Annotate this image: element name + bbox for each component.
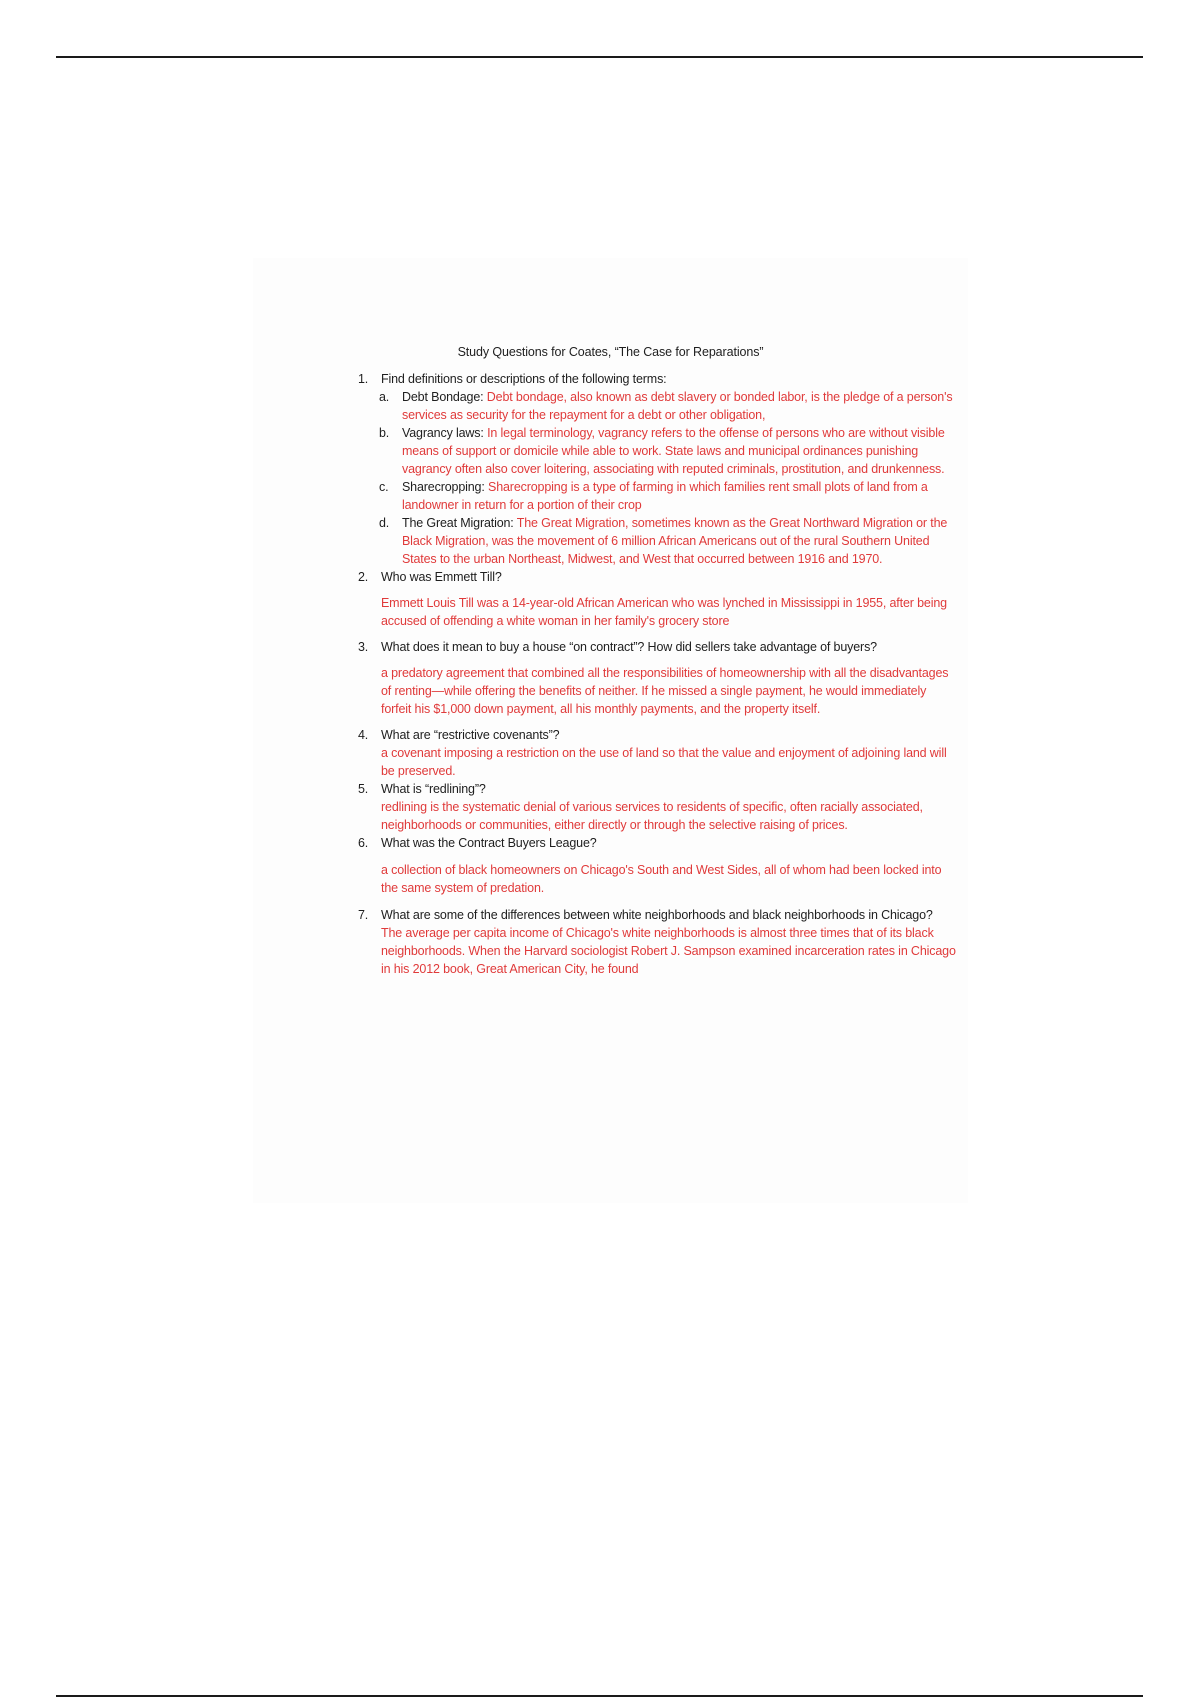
answer-7: The average per capita income of Chicago's white neighborhoods is almost three times that of its black neighborhoods. When the Harvard sociologist Robert J. Sampson examined incarceration rates in Chicago in his 2012 book, Great American City, he found	[381, 926, 956, 976]
bottom-rule	[56, 1695, 1143, 1697]
item-letter: c.	[379, 480, 389, 494]
question-number: 1.	[358, 372, 369, 386]
question-number: 3.	[358, 640, 369, 654]
question-number: 5.	[358, 782, 369, 796]
question-2	[358, 568, 958, 586]
term-answer: Sharecropping is a type of farming in which families rent small plots of land from a landowner in return for a portion of their crop	[402, 480, 928, 512]
answer-6: a collection of black homeowners on Chicago's South and West Sides, all of whom had been locked into the same system of predation.	[381, 863, 942, 895]
question-number: 4.	[358, 728, 369, 742]
term-label: Sharecropping:	[402, 480, 489, 494]
term-item-vagrancy-laws	[358, 424, 958, 478]
term-item-debt-bondage	[358, 388, 958, 424]
question-3	[358, 638, 958, 656]
answer-3: a predatory agreement that combined all the responsibilities of homeownership with all the disadvantages of renting—while offering the benefits of neither. If he missed a single payment, he would immediately forfeit his $1,000 down payment, all his monthly payments, and the property itself.	[381, 666, 949, 716]
item-letter: b.	[379, 426, 390, 440]
document-page	[253, 258, 968, 1203]
item-letter: a.	[379, 390, 390, 404]
question-4	[358, 726, 958, 744]
item-letter: d.	[379, 516, 390, 530]
question-text: Find definitions or descriptions of the following terms:	[381, 372, 667, 386]
answer-4: a covenant imposing a restriction on the use of land so that the value and enjoyment of adjoining land will be preserved.	[381, 746, 947, 778]
answer-2: Emmett Louis Till was a 14-year-old African American who was lynched in Mississippi in 1955, after being accused of offending a white woman in her family's grocery store	[381, 596, 947, 628]
question-1	[358, 370, 958, 388]
term-item-sharecropping	[358, 478, 958, 514]
question-text: Who was Emmett Till?	[381, 570, 502, 584]
question-text: What does it mean to buy a house “on contract”? How did sellers take advantage of buyers?	[381, 640, 877, 654]
term-answer: Debt bondage, also known as debt slavery or bonded labor, is the pledge of a person's services as security for the repayment for a debt or other obligation,	[402, 390, 953, 422]
term-answer: The Great Migration, sometimes known as the Great Northward Migration or the Black Migration, was the movement of 6 million African Americans out of the rural Southern United States to the urban Northeast, Midwest, and West that occurred between 1916 and 1970.	[402, 516, 948, 566]
question-text: What are some of the differences between white neighborhoods and black neighborhoods in Chicago?	[381, 908, 933, 922]
question-number: 7.	[358, 908, 369, 922]
term-label: Debt Bondage:	[402, 390, 487, 404]
question-list	[358, 370, 958, 978]
question-5	[358, 780, 958, 798]
term-label: Vagrancy laws:	[402, 426, 488, 440]
answer-5: redlining is the systematic denial of various services to residents of specific, often racially associated, neighborhoods or communities, either directly or through the selective raising of prices.	[381, 800, 923, 832]
top-rule	[56, 56, 1143, 58]
term-answer: In legal terminology, vagrancy refers to the offense of persons who are without visible means of support or domicile while able to work. State laws and municipal ordinances punishing vagrancy often also cover loitering, associating with reputed criminals, prostitution, and drunkenness.	[402, 426, 945, 476]
question-number: 6.	[358, 836, 369, 850]
question-text: What are “restrictive covenants”?	[381, 728, 560, 742]
term-item-great-migration	[358, 514, 958, 568]
term-label: The Great Migration:	[402, 516, 517, 530]
page-title: Study Questions for Coates, “The Case for Reparations”	[457, 345, 764, 359]
question-number: 2.	[358, 570, 369, 584]
question-6	[358, 834, 958, 852]
question-text: What was the Contract Buyers League?	[381, 836, 597, 850]
question-text: What is “redlining”?	[381, 782, 486, 796]
question-7	[358, 906, 958, 924]
